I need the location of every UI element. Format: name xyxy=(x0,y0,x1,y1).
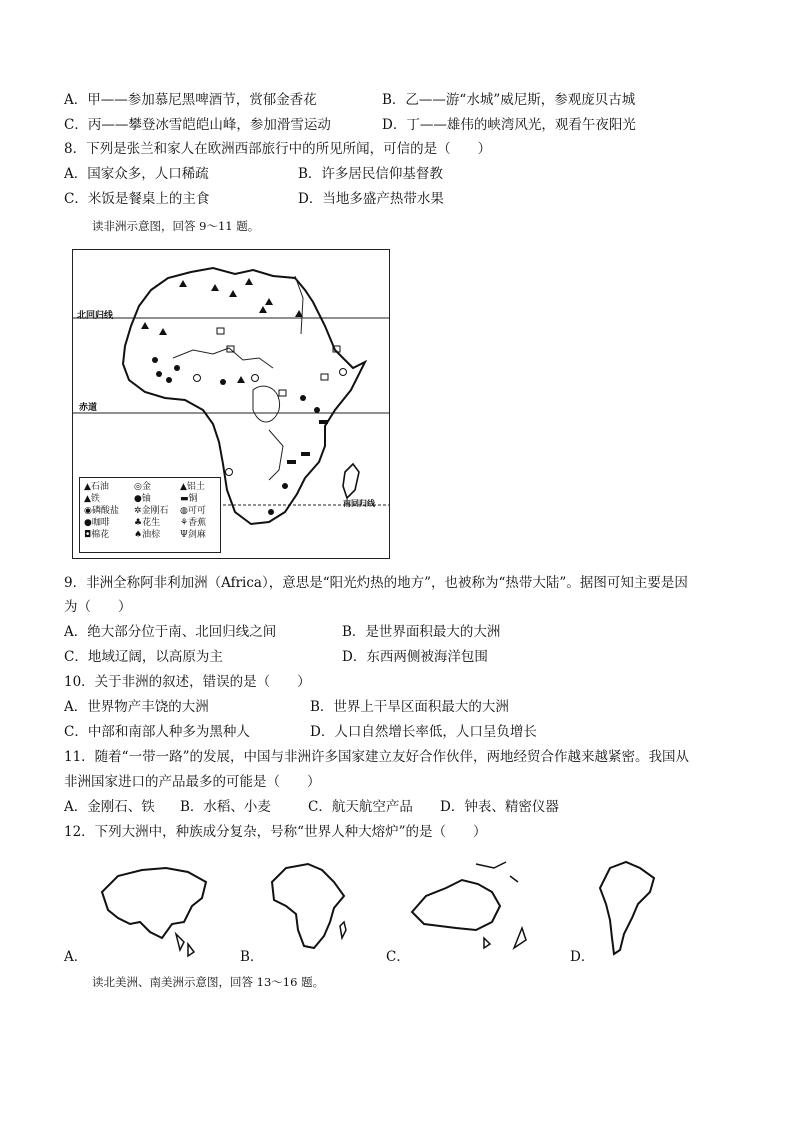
legend-item: ◎金 xyxy=(134,482,151,492)
q8-option-c[interactable]: C．米饭是餐桌上的主食 xyxy=(64,191,210,207)
q12-label-b[interactable]: B． xyxy=(240,949,264,965)
q11-option-b[interactable]: B．水稻、小麦 xyxy=(180,799,271,815)
q8-option-d[interactable]: D．当地多盛产热带水果 xyxy=(298,191,444,207)
q11-stem-line2: 非洲国家进口的产品最多的可能是（ ） xyxy=(64,774,321,790)
q12-label-d[interactable]: D． xyxy=(570,949,595,965)
q8-option-a[interactable]: A．国家众多，人口稀疏 xyxy=(64,166,209,182)
label-equator: 赤道 xyxy=(79,403,98,413)
border-line xyxy=(269,430,283,480)
q8-option-b[interactable]: B．许多居民信仰基督教 xyxy=(298,166,443,182)
legend-item: Ψ剑麻 xyxy=(180,530,206,540)
q12-label-a[interactable]: A． xyxy=(64,949,88,965)
legend-item: ◘棉花 xyxy=(84,530,110,540)
q9-option-c[interactable]: C．地域辽阔，以高原为主 xyxy=(64,649,223,665)
q12-label-c[interactable]: C． xyxy=(386,949,410,965)
q9-stem-line2: 为（ ） xyxy=(64,599,132,615)
label-tropic-south: 南回归线 xyxy=(343,498,375,508)
legend-item: ▲石油 xyxy=(84,482,109,492)
q11-option-d[interactable]: D．钟表、精密仪器 xyxy=(440,799,559,815)
q10-option-a[interactable]: A．世界物产丰饶的大洲 xyxy=(64,699,209,715)
legend-item: ◉磷酸盐 xyxy=(84,506,119,516)
africa-map xyxy=(72,249,390,559)
legend-item: ◍可可 xyxy=(180,506,206,516)
label-tropic-north: 北回归线 xyxy=(77,311,114,321)
q10-option-b[interactable]: B．世界上干旱区面积最大的大洲 xyxy=(310,699,509,715)
q9-option-d[interactable]: D．东西两侧被海洋包围 xyxy=(342,649,488,665)
q11-option-a[interactable]: A．金刚石、铁 xyxy=(64,799,155,815)
legend-item: ●咖啡 xyxy=(84,518,110,528)
q10-stem: 10．关于非洲的叙述，错误的是（ ） xyxy=(64,674,311,690)
legend-item: ⚘香蕉 xyxy=(180,518,207,528)
q9-option-a[interactable]: A．绝大部分位于南、北回归线之间 xyxy=(64,624,277,640)
oceania-map-thumb[interactable] xyxy=(406,856,536,956)
q7-option-a[interactable]: A．甲——参加慕尼黑啤酒节，赏郁金香花 xyxy=(64,92,317,108)
q7-option-b[interactable]: B．乙——游“水城”威尼斯，参观庞贝古城 xyxy=(382,92,636,108)
q10-option-d[interactable]: D．人口自然增长率低，人口呈负增长 xyxy=(310,724,537,740)
border-line xyxy=(253,386,280,422)
q10-option-c[interactable]: C．中部和南部人种多为黑种人 xyxy=(64,724,250,740)
legend-item: ♣花生 xyxy=(134,518,161,528)
q9-stem-line1: 9．非洲全称阿非利加洲（Africa），意思是“阳光灼热的地方”，也被称为“热带大陆”。据图可知主要是因 xyxy=(64,575,688,591)
legend-item: ●铀 xyxy=(134,494,151,504)
q9-option-b[interactable]: B．是世界面积最大的大洲 xyxy=(342,624,501,640)
legend-item: ▲铝土 xyxy=(180,482,205,492)
q12-stem: 12．下列大洲中，种族成分复杂，号称“世界人种大熔炉”的是（ ） xyxy=(64,824,487,840)
q11-option-c[interactable]: C．航天航空产品 xyxy=(308,799,413,815)
q8-stem: 8．下列是张兰和家人在欧洲西部旅行中的所见所闻，可信的是（ ） xyxy=(64,141,492,157)
legend-item: ▲铁 xyxy=(84,494,100,504)
legend-item: ♠油棕 xyxy=(134,530,161,540)
africa-map-thumb[interactable] xyxy=(262,856,354,956)
intro-13-16: 读北美洲、南美洲示意图，回答 13～16 题。 xyxy=(92,975,325,989)
madagascar xyxy=(343,464,359,498)
border-line xyxy=(173,348,273,368)
south-america-map-thumb[interactable] xyxy=(592,856,664,960)
q7-option-d[interactable]: D．丁——雄伟的峡湾风光，观看午夜阳光 xyxy=(382,117,636,133)
asia-map-thumb[interactable] xyxy=(88,852,216,962)
intro-9-11: 读非洲示意图，回答 9～11 题。 xyxy=(92,219,260,233)
map-legend xyxy=(79,477,221,553)
legend-item: ✲金刚石 xyxy=(134,506,169,516)
legend-item: ▬铜 xyxy=(180,494,198,504)
q11-stem-line1: 11．随着“一带一路”的发展，中国与非洲许多国家建立友好合作伙伴，两地经贸合作越来越紧密。我国从 xyxy=(64,749,689,765)
q7-option-c[interactable]: C．丙——攀登冰雪皑皑山峰，参加滑雪运动 xyxy=(64,117,331,133)
